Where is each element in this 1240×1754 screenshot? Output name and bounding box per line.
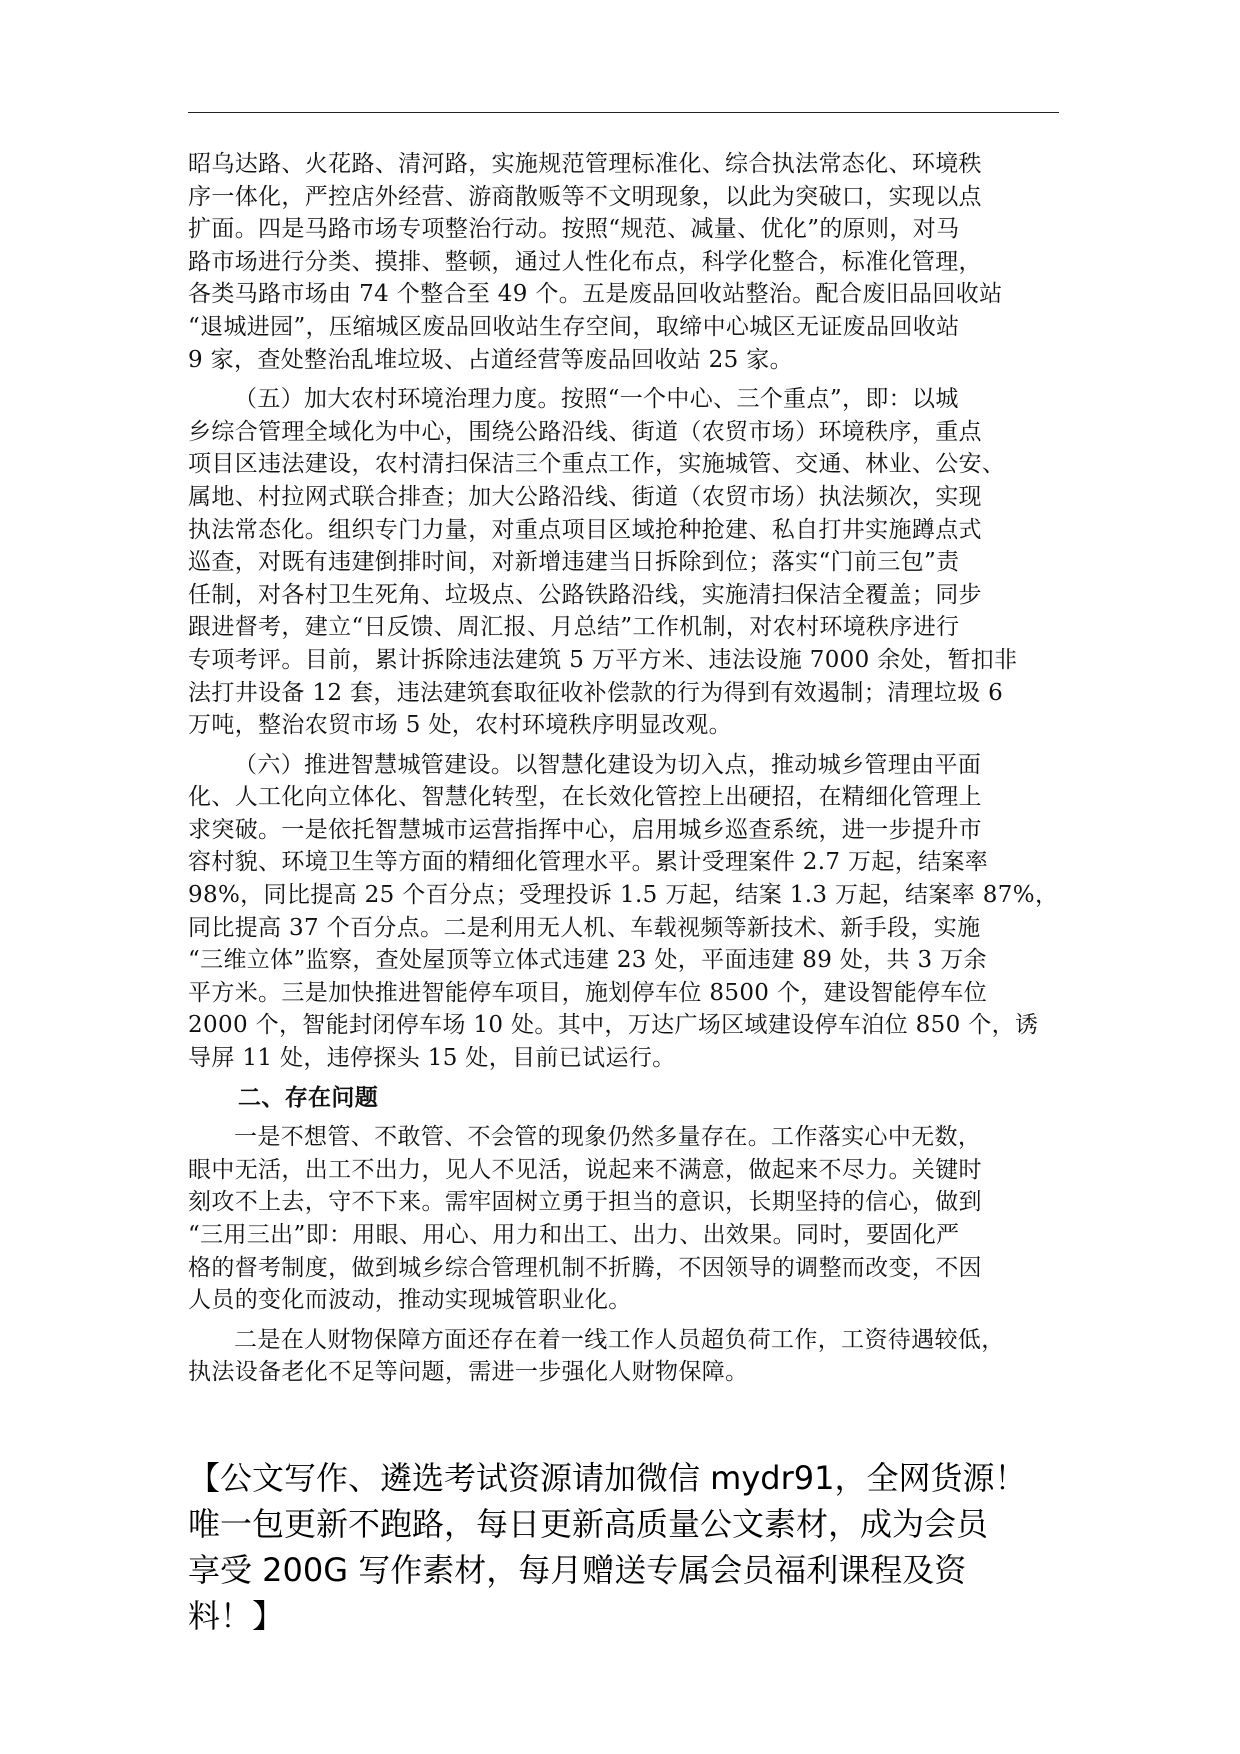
text-line: 执法设备老化不足等问题，需进一步强化人财物保障。 (188, 1359, 749, 1386)
text-line: 昭乌达路、火花路、清河路，实施规范管理标准化、综合执法常态化、环境秩 (188, 151, 982, 177)
text-line: 路市场进行分类、摸排、整顿，通过人性化布点，科学化整合，标准化管理， (188, 248, 982, 275)
text-line: 一是不想管、不敢管、不会管的现象仍然多量存在。工作落实心中无数， (234, 1124, 982, 1151)
header-rule (188, 112, 1059, 113)
promo-line: 料！】 (188, 1597, 285, 1635)
promo-line: 享受 200G 写作素材，每月赠送专属会员福利课程及资 (188, 1551, 967, 1589)
text-line: “三维立体”监察，查处屋顶等立体式违建 23 处，平面违建 89 处，共 3 万余 (188, 947, 987, 974)
paragraph-problem-one (188, 1121, 1068, 1317)
text-line: 2000 个，智能封闭停车场 10 处。其中，万达广场区域建设停车泊位 850 个，诱 (188, 1012, 1039, 1039)
text-line: 项目区违法建设，农村清扫保洁三个重点工作，实施城管、交通、林业、公安、 (188, 451, 1006, 478)
text-line: 容村貌、环境卫生等方面的精细化管理水平。累计受理案件 2.7 万起，结案率 (188, 849, 989, 876)
text-line: 巡查，对既有违建倒排时间，对新增违建当日拆除到位；落实“门前三包”责 (188, 549, 960, 576)
text-line: （五）加大农村环境治理力度。按照“一个中心、三个重点”，即：以城 (234, 386, 959, 413)
text-line: 二是在人财物保障方面还存在着一线工作人员超负荷工作，工资待遇较低， (234, 1326, 1005, 1353)
text-line: 扩面。四是马路市场专项整治行动。按照“规范、减量、优化”的原则，对马 (188, 216, 960, 243)
promo-line: 唯一包更新不跑路，每日更新高质量公文素材，成为会员 (188, 1505, 989, 1543)
text-line: 刻攻不上去，守不下来。需牢固树立勇于担当的意识，长期坚持的信心，做到 (188, 1189, 982, 1216)
text-line: 属地、村拉网式联合排查；加大公路沿线、街道（农贸市场）执法频次，实现 (188, 483, 982, 510)
paragraph-problem-two (188, 1324, 1068, 1389)
text-line: “三用三出”即：用眼、用心、用力和出工、出力、出效果。同时，要固化严 (188, 1222, 960, 1248)
text-line: 法打井设备 12 套，违法建筑套取征收补偿款的行为得到有效遏制；清理垃圾 6 (188, 679, 1004, 706)
text-line: 求突破。一是依托智慧城市运营指挥中心，启用城乡巡查系统，进一步提升市 (188, 816, 982, 843)
promo-line: 【公文写作、遴选考试资源请加微信 mydr91，全网货源！ (188, 1459, 1027, 1497)
text-line: 眼中无活，出工不出力，见人不见活，说起来不满意，做起来不尽力。关键时 (188, 1156, 982, 1183)
text-line: “退城进园”，压缩城区废品回收站生存空间，取缔中心城区无证废品回收站 (188, 313, 960, 340)
text-line: 导屏 11 处，违停探头 15 处，目前已试运行。 (188, 1045, 676, 1072)
text-line: 98%，同比提高 25 个百分点；受理投诉 1.5 万起，结案 1.3 万起，结案率 87%， (188, 882, 1059, 909)
text-line: 人员的变化而波动，推动实现城管职业化。 (188, 1287, 632, 1314)
text-line: 同比提高 37 个百分点。二是利用无人机、车载视频等新技术、新手段，实施 (188, 914, 981, 941)
section-heading: 二、存在问题 (238, 1084, 379, 1111)
text-line: 跟进督考，建立“日反馈、周汇报、月总结”工作机制，对农村环境秩序进行 (188, 614, 960, 641)
paragraph-smart-management (188, 749, 1068, 1075)
text-line: 格的督考制度，做到城乡综合管理机制不折腾，不因领导的调整而改变，不因 (188, 1254, 982, 1281)
text-line: （六）推进智慧城管建设。以智慧化建设为切入点，推动城乡管理由平面 (234, 751, 982, 778)
text-line: 平方米。三是加快推进智能停车项目，施划停车位 8500 个，建设智能停车位 (188, 979, 988, 1006)
text-line: 9 家，查处整治乱堆垃圾、占道经营等废品回收站 25 家。 (188, 346, 793, 373)
text-line: 任制，对各村卫生死角、垃圾点、公路铁路沿线，实施清扫保洁全覆盖；同步 (188, 581, 982, 608)
text-line: 各类马路市场由 74 个整合至 49 个。五是废品回收站整治。配合废旧品回收站 (188, 281, 1003, 308)
body-text (188, 148, 1068, 1396)
text-line: 专项考评。目前，累计拆除违法建筑 5 万平方米、违法设施 7000 余处，暂扣非 (188, 646, 1018, 673)
text-line: 序一体化，严控店外经营、游商散贩等不文明现象，以此为突破口，实现以点 (188, 183, 982, 210)
text-line: 化、人工化向立体化、智慧化转型，在长效化管控上出硬招，在精细化管理上 (188, 784, 982, 811)
text-line: 乡综合管理全域化为中心，围绕公路沿线、街道（农贸市场）环境秩序，重点 (188, 418, 982, 445)
paragraph-city-order (188, 148, 1068, 376)
paragraph-rural-environment (188, 383, 1068, 742)
text-line: 执法常态化。组织专门力量，对重点项目区域抢种抢建、私自打井实施蹲点式 (188, 516, 982, 543)
promo-notice (188, 1455, 1078, 1639)
text-line: 万吨，整治农贸市场 5 处，农村环境秩序明显改观。 (188, 712, 733, 739)
